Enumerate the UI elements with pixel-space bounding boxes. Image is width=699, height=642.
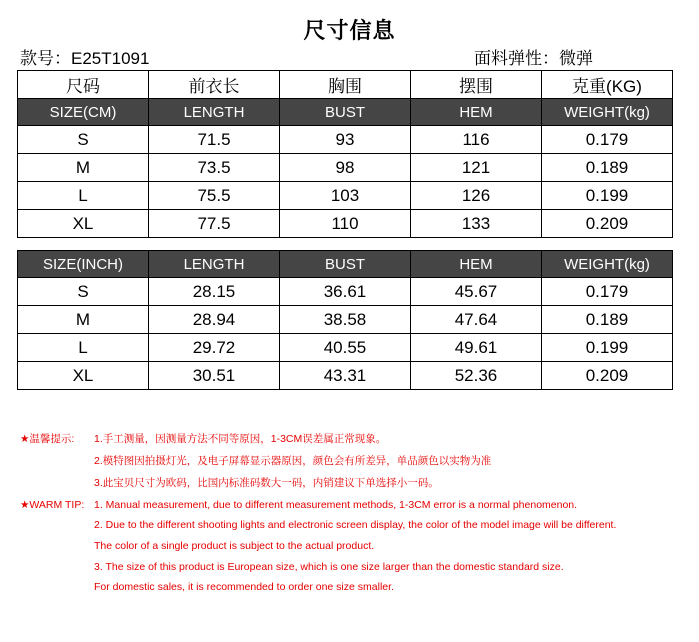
tip-label-en: ★WARM TIP: xyxy=(20,499,85,511)
header-cell: HEM xyxy=(411,251,542,278)
tip-line-cn: 3.此宝贝尺寸为欧码，比国内标准码数大一码，内销建议下单选择小一码。 xyxy=(94,477,439,489)
table-cell: 0.179 xyxy=(542,126,673,154)
header-cell: LENGTH xyxy=(149,251,280,278)
table-cell: 28.94 xyxy=(149,306,280,334)
style-number: 款号：E25T1091 xyxy=(20,49,150,68)
tip-label-cn: ★温馨提示: xyxy=(20,433,75,445)
header-cell: 克重(KG) xyxy=(542,71,673,99)
table-cell: 47.64 xyxy=(411,306,542,334)
table-cell: 103 xyxy=(280,182,411,210)
table-row xyxy=(18,182,673,210)
table-cell: 40.55 xyxy=(280,334,411,362)
table-cell: M xyxy=(18,306,149,334)
table-cell: 0.189 xyxy=(542,306,673,334)
size-table-cm xyxy=(17,70,673,238)
page-title: 尺寸信息 xyxy=(303,18,396,43)
table-header-row-cn xyxy=(18,71,673,99)
table-cell: 93 xyxy=(280,126,411,154)
header-cell: 摆围 xyxy=(411,71,542,99)
table-cell: 126 xyxy=(411,182,542,210)
header-cell: HEM xyxy=(411,99,542,126)
table-cell: 38.58 xyxy=(280,306,411,334)
table-cell: S xyxy=(18,126,149,154)
table-row xyxy=(18,126,673,154)
table-cell: 0.199 xyxy=(542,182,673,210)
table-cell: 0.199 xyxy=(542,334,673,362)
table-cell: 36.61 xyxy=(280,278,411,306)
table-row xyxy=(18,154,673,182)
table-row xyxy=(18,278,673,306)
table-row xyxy=(18,306,673,334)
header-cell: WEIGHT(kg) xyxy=(542,99,673,126)
table-cell: S xyxy=(18,278,149,306)
table-cell: 30.51 xyxy=(149,362,280,390)
tip-line-cn: 1.手工测量，因测量方法不同等原因，1-3CM误差属正常现象。 xyxy=(94,433,387,445)
table-cell: 110 xyxy=(280,210,411,238)
size-table-inch xyxy=(17,250,673,390)
table-header-row xyxy=(18,99,673,126)
table-cell: 77.5 xyxy=(149,210,280,238)
table-cell: 121 xyxy=(411,154,542,182)
table-cell: 0.189 xyxy=(542,154,673,182)
tip-line-en: The color of a single product is subject to the actual product. xyxy=(94,540,375,552)
table-cell: M xyxy=(18,154,149,182)
table-cell: 0.179 xyxy=(542,278,673,306)
tip-line-en: 2. Due to the different shooting lights and electronic screen display, the color of the model image will be different. xyxy=(94,519,617,531)
header-cell: 前衣长 xyxy=(149,71,280,99)
table-cell: 133 xyxy=(411,210,542,238)
table-cell: 43.31 xyxy=(280,362,411,390)
header-cell: BUST xyxy=(280,99,411,126)
tip-line-en: 1. Manual measurement, due to different measurement methods, 1-3CM error is a normal phenomenon. xyxy=(94,499,578,511)
header-cell: 胸围 xyxy=(280,71,411,99)
table-cell: 29.72 xyxy=(149,334,280,362)
header-cell: 尺码 xyxy=(18,71,149,99)
table-cell: 49.61 xyxy=(411,334,542,362)
header-cell: SIZE(CM) xyxy=(18,99,149,126)
table-cell: XL xyxy=(18,210,149,238)
table-cell: L xyxy=(18,334,149,362)
table-cell: 98 xyxy=(280,154,411,182)
fabric-elasticity: 面料弹性：微弹 xyxy=(474,49,593,68)
table-cell: 45.67 xyxy=(411,278,542,306)
table-cell: 116 xyxy=(411,126,542,154)
table-cell: 52.36 xyxy=(411,362,542,390)
table-cell: 28.15 xyxy=(149,278,280,306)
table-cell: 0.209 xyxy=(542,210,673,238)
table-cell: XL xyxy=(18,362,149,390)
table-header-row xyxy=(18,251,673,278)
table-cell: 71.5 xyxy=(149,126,280,154)
table-cell: 73.5 xyxy=(149,154,280,182)
table-cell: 75.5 xyxy=(149,182,280,210)
header-cell: SIZE(INCH) xyxy=(18,251,149,278)
header-cell: BUST xyxy=(280,251,411,278)
table-row xyxy=(18,210,673,238)
tip-line-cn: 2.模特图因拍摄灯光，及电子屏幕显示器原因，颜色会有所差异，单品颜色以实物为准 xyxy=(94,455,492,467)
table-row xyxy=(18,362,673,390)
header-cell: LENGTH xyxy=(149,99,280,126)
header-cell: WEIGHT(kg) xyxy=(542,251,673,278)
table-row xyxy=(18,334,673,362)
table-cell: 0.209 xyxy=(542,362,673,390)
tip-line-en: For domestic sales, it is recommended to order one size smaller. xyxy=(94,581,394,593)
tip-line-en: 3. The size of this product is European size, which is one size larger than the domestic standard size. xyxy=(94,561,564,573)
table-cell: L xyxy=(18,182,149,210)
